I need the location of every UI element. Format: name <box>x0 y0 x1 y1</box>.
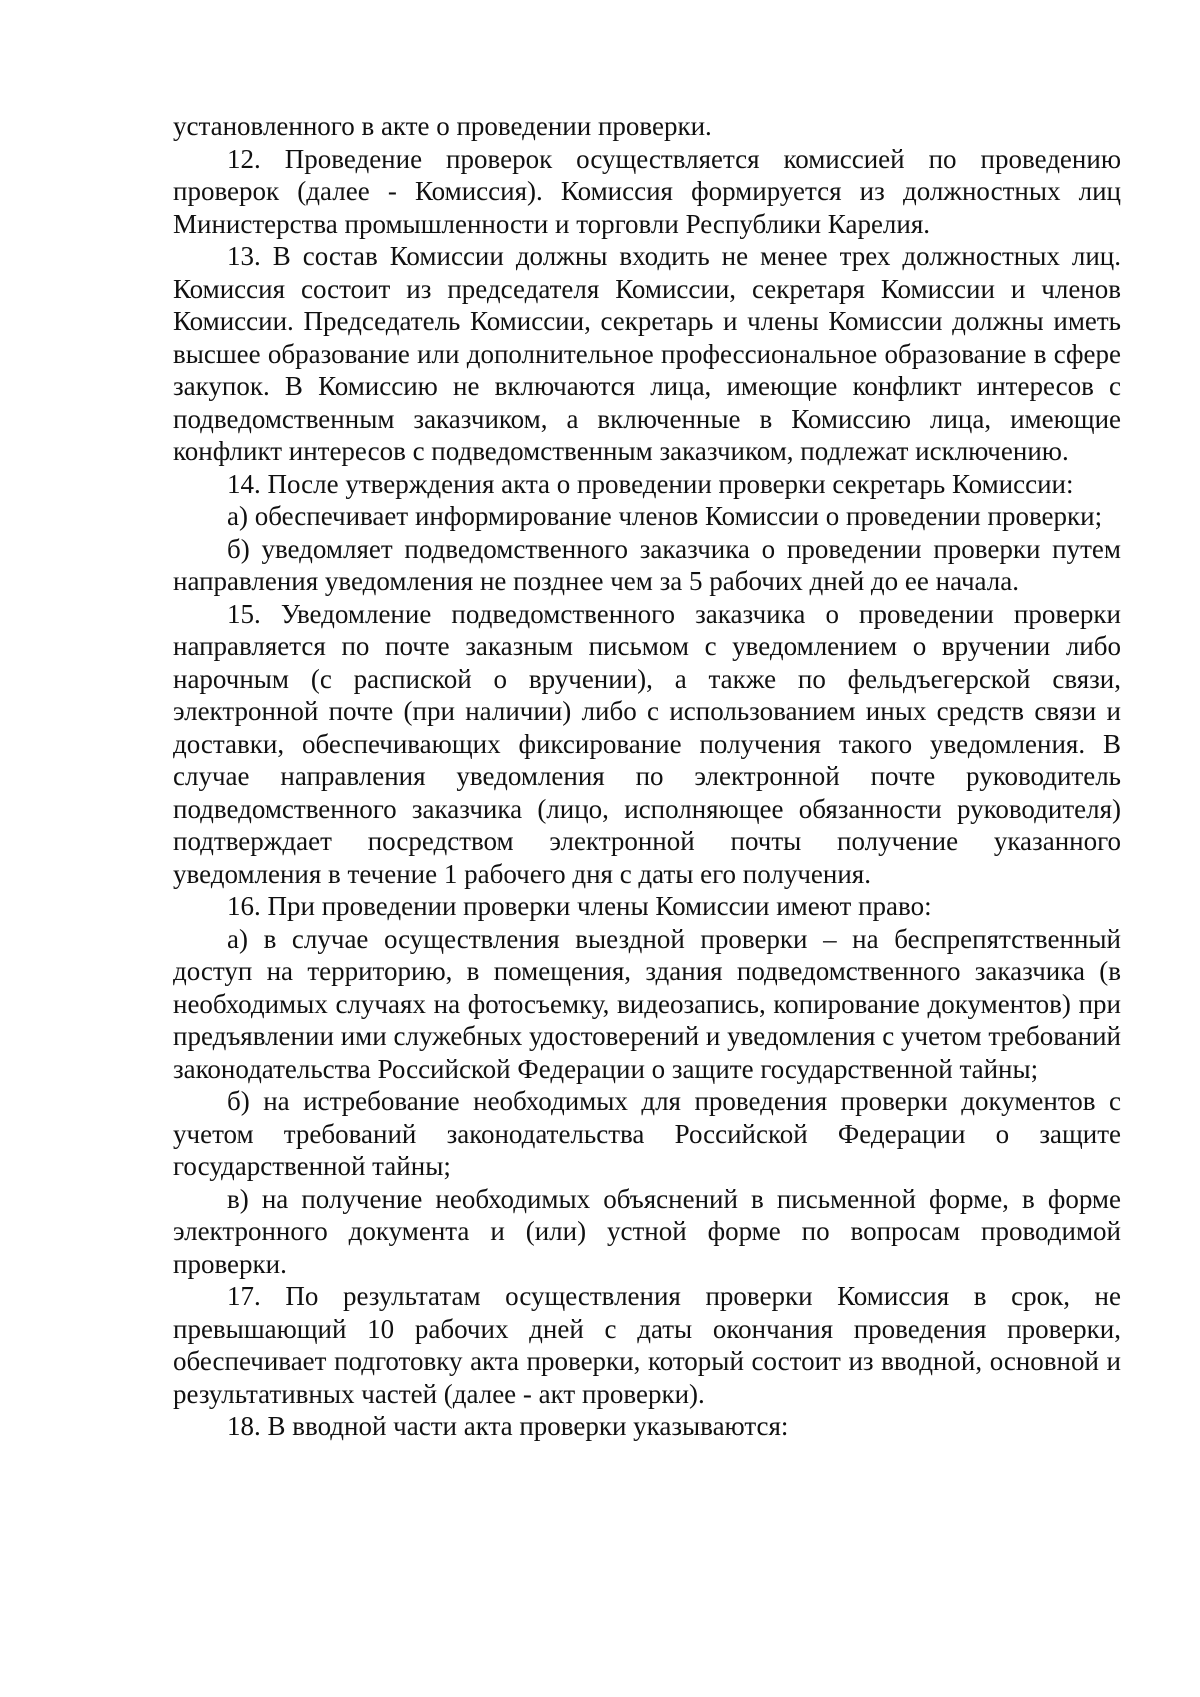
paragraph-continuation: установленного в акте о проведении проверки. <box>173 111 712 141</box>
paragraph-16v: в) на получение необходимых объяснений в письменной форме, в форме электронного документа и (или) устной форме по вопросам проводимой проверки. <box>173 1183 1121 1279</box>
paragraph-12: 12. Проведение проверок осуществляется комиссией по проведению проверок (далее - Комиссия). Комиссия формируется из должностных лиц Министерства промышленности и торговли Республики Карелия. <box>173 143 1121 239</box>
paragraph-14: 14. После утверждения акта о проведении проверки секретарь Комиссии: <box>227 468 1074 499</box>
paragraph-14a: а) обеспечивает информирование членов Комиссии о проведении проверки; <box>227 501 1103 531</box>
paragraph-15: 15. Уведомление подведомственного заказчика о проведении проверки направляется по почте заказным письмом с уведомлением о вручении либо нарочным (с распиской о вручении), а также по фельдъегерской связи, электронной почте (при наличии) либо с использованием иных средств связи и доставки, обеспечивающих фиксирование получения такого уведомления. В случае направления уведомления по электронной почте руководитель подведомственного заказчика (лицо, исполняющее обязанности руководителя) подтверждает посредством электронной почты получение указанного уведомления в течение 1 рабочего дня с даты его получения. <box>173 598 1121 889</box>
paragraph-18: 18. В вводной части акта проверки указываются: <box>227 1411 789 1441</box>
paragraph-16: 16. При проведении проверки члены Комиссии имеют право: <box>227 891 932 921</box>
paragraph-16b: б) на истребование необходимых для проведения проверки документов с учетом требований законодательства Российской Федерации о защите государственной тайны; <box>173 1086 1121 1181</box>
document-body <box>173 110 1121 1443</box>
paragraph-16a: а) в случае осуществления выездной проверки – на беспрепятственный доступ на территорию, в помещения, здания подведомственного заказчика (в необходимых случаях на фотосъемку, видеозапись, копирование документов) при предъявлении ими служебных удостоверений и уведомления с учетом требований законодательства Российской Федерации о защите государственной тайны; <box>173 923 1121 1084</box>
paragraph-14b: б) уведомляет подведомственного заказчика о проведении проверки путем направления уведомления не позднее чем за 5 рабочих дней до ее начала. <box>173 533 1121 596</box>
paragraph-13: 13. В состав Комиссии должны входить не менее трех должностных лиц. Комиссия состоит из председателя Комиссии, секретаря Комиссии и членов Комиссии. Председатель Комиссии, секретарь и члены Комиссии должны иметь высшее образование или дополнительное профессиональное образование в сфере закупок. В Комиссию не включаются лица, имеющие конфликт интересов с подведомственным заказчиком, а включенные в Комиссию лица, имеющие конфликт интересов с подведомственным заказчиком, подлежат исключению. <box>173 241 1121 466</box>
paragraph-17: 17. По результатам осуществления проверки Комиссия в срок, не превышающий 10 рабочих дней с даты окончания проведения проверки, обеспечивает подготовку акта проверки, который состоит из вводной, основной и результативных частей (далее - акт проверки). <box>173 1281 1121 1409</box>
